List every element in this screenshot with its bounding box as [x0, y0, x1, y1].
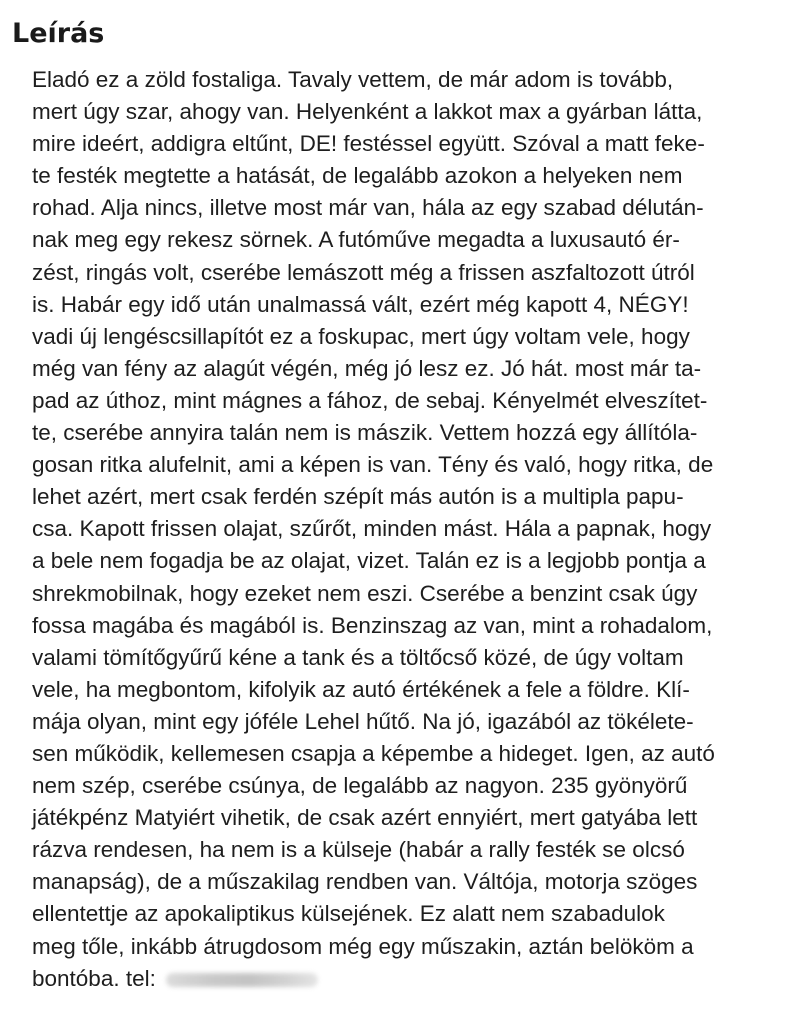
description-line-last: [32, 963, 788, 995]
description-line: nem szép, cserébe csúnya, de legalább az nagyon. 235 gyönyörű: [32, 773, 688, 799]
description-line: mája olyan, mint egy jóféle Lehel hűtő. Na jó, igazából az tökélete-: [32, 708, 694, 734]
description-line: manapság), de a műszakilag rendben van. Váltója, motorja szöges: [32, 869, 698, 895]
description-text: [32, 64, 788, 995]
description-line: rázva rendesen, ha nem is a külseje (habár a rally festék se olcsó: [32, 837, 685, 863]
description-line: te, cserébe annyira talán nem is mászik. Vettem hozzá egy állítóla-: [32, 420, 698, 446]
description-line: Eladó ez a zöld fostaliga. Tavaly vettem, de már adom is tovább,: [32, 67, 674, 92]
description-line: is. Habár egy idő után unalmassá vált, ezért még kapott 4, NÉGY!: [32, 291, 689, 317]
redacted-phone-number: [166, 973, 318, 987]
description-line: mire ideért, addigra eltűnt, DE! festéssel együtt. Szóval a matt feke-: [32, 131, 705, 157]
description-line: pad az úthoz, mint mágnes a fához, de sebaj. Kényelmét elveszítet-: [32, 387, 708, 413]
description-line: a bele nem fogadja be az olajat, vizet. Talán ez is a legjobb pontja a: [32, 548, 706, 574]
description-line: rohad. Alja nincs, illetve most már van, hála az egy szabad délután-: [32, 195, 704, 221]
description-line: csa. Kapott frissen olajat, szűrőt, minden mást. Hála a papnak, hogy: [32, 516, 712, 542]
description-line: te festék megtette a hatását, de legalább azokon a helyeken nem: [32, 163, 683, 189]
phone-label: bontóba. tel:: [32, 965, 156, 991]
description-line: még van fény az alagút végén, még jó lesz ez. Jó hát. most már ta-: [32, 355, 702, 381]
description-line: sen működik, kellemesen csapja a képembe a hideget. Igen, az autó: [32, 740, 715, 766]
description-line: valami tömítőgyűrű kéne a tank és a töltőcső közé, de úgy voltam: [32, 644, 684, 670]
description-line: mert úgy szar, ahogy van. Helyenként a lakkot max a gyárban látta,: [32, 99, 703, 125]
description-line: vadi új lengéscsillapítót ez a foskupac, mert úgy voltam vele, hogy: [32, 323, 690, 349]
description-line: shrekmobilnak, hogy ezeket nem eszi. Cserébe a benzint csak úgy: [32, 580, 698, 606]
description-line: ellentettje az apokaliptikus külsejének. Ez alatt nem szabadulok: [32, 901, 665, 927]
description-line: játékpénz Matyiért vihetik, de csak azért ennyiért, mert gatyába lett: [32, 805, 698, 831]
section-title: Leírás: [12, 18, 105, 49]
description-line: fossa magába és magából is. Benzinszag az van, mint a rohadalom,: [32, 612, 713, 638]
description-line: zést, ringás volt, cserébe lemászott még a frissen aszfaltozott útról: [32, 259, 695, 285]
description-line: vele, ha megbontom, kifolyik az autó értékének a fele a földre. Klí-: [32, 676, 690, 702]
description-line: lehet azért, mert csak ferdén szépít más autón is a multipla papu-: [32, 484, 684, 510]
description-line: meg tőle, inkább átrugdosom még egy műszakin, aztán belököm a: [32, 933, 694, 959]
description-line: nak meg egy rekesz sörnek. A futóműve megadta a luxusautó ér-: [32, 227, 680, 253]
description-line: gosan ritka alufelnit, ami a képen is van. Tény és való, hogy ritka, de: [32, 452, 714, 478]
